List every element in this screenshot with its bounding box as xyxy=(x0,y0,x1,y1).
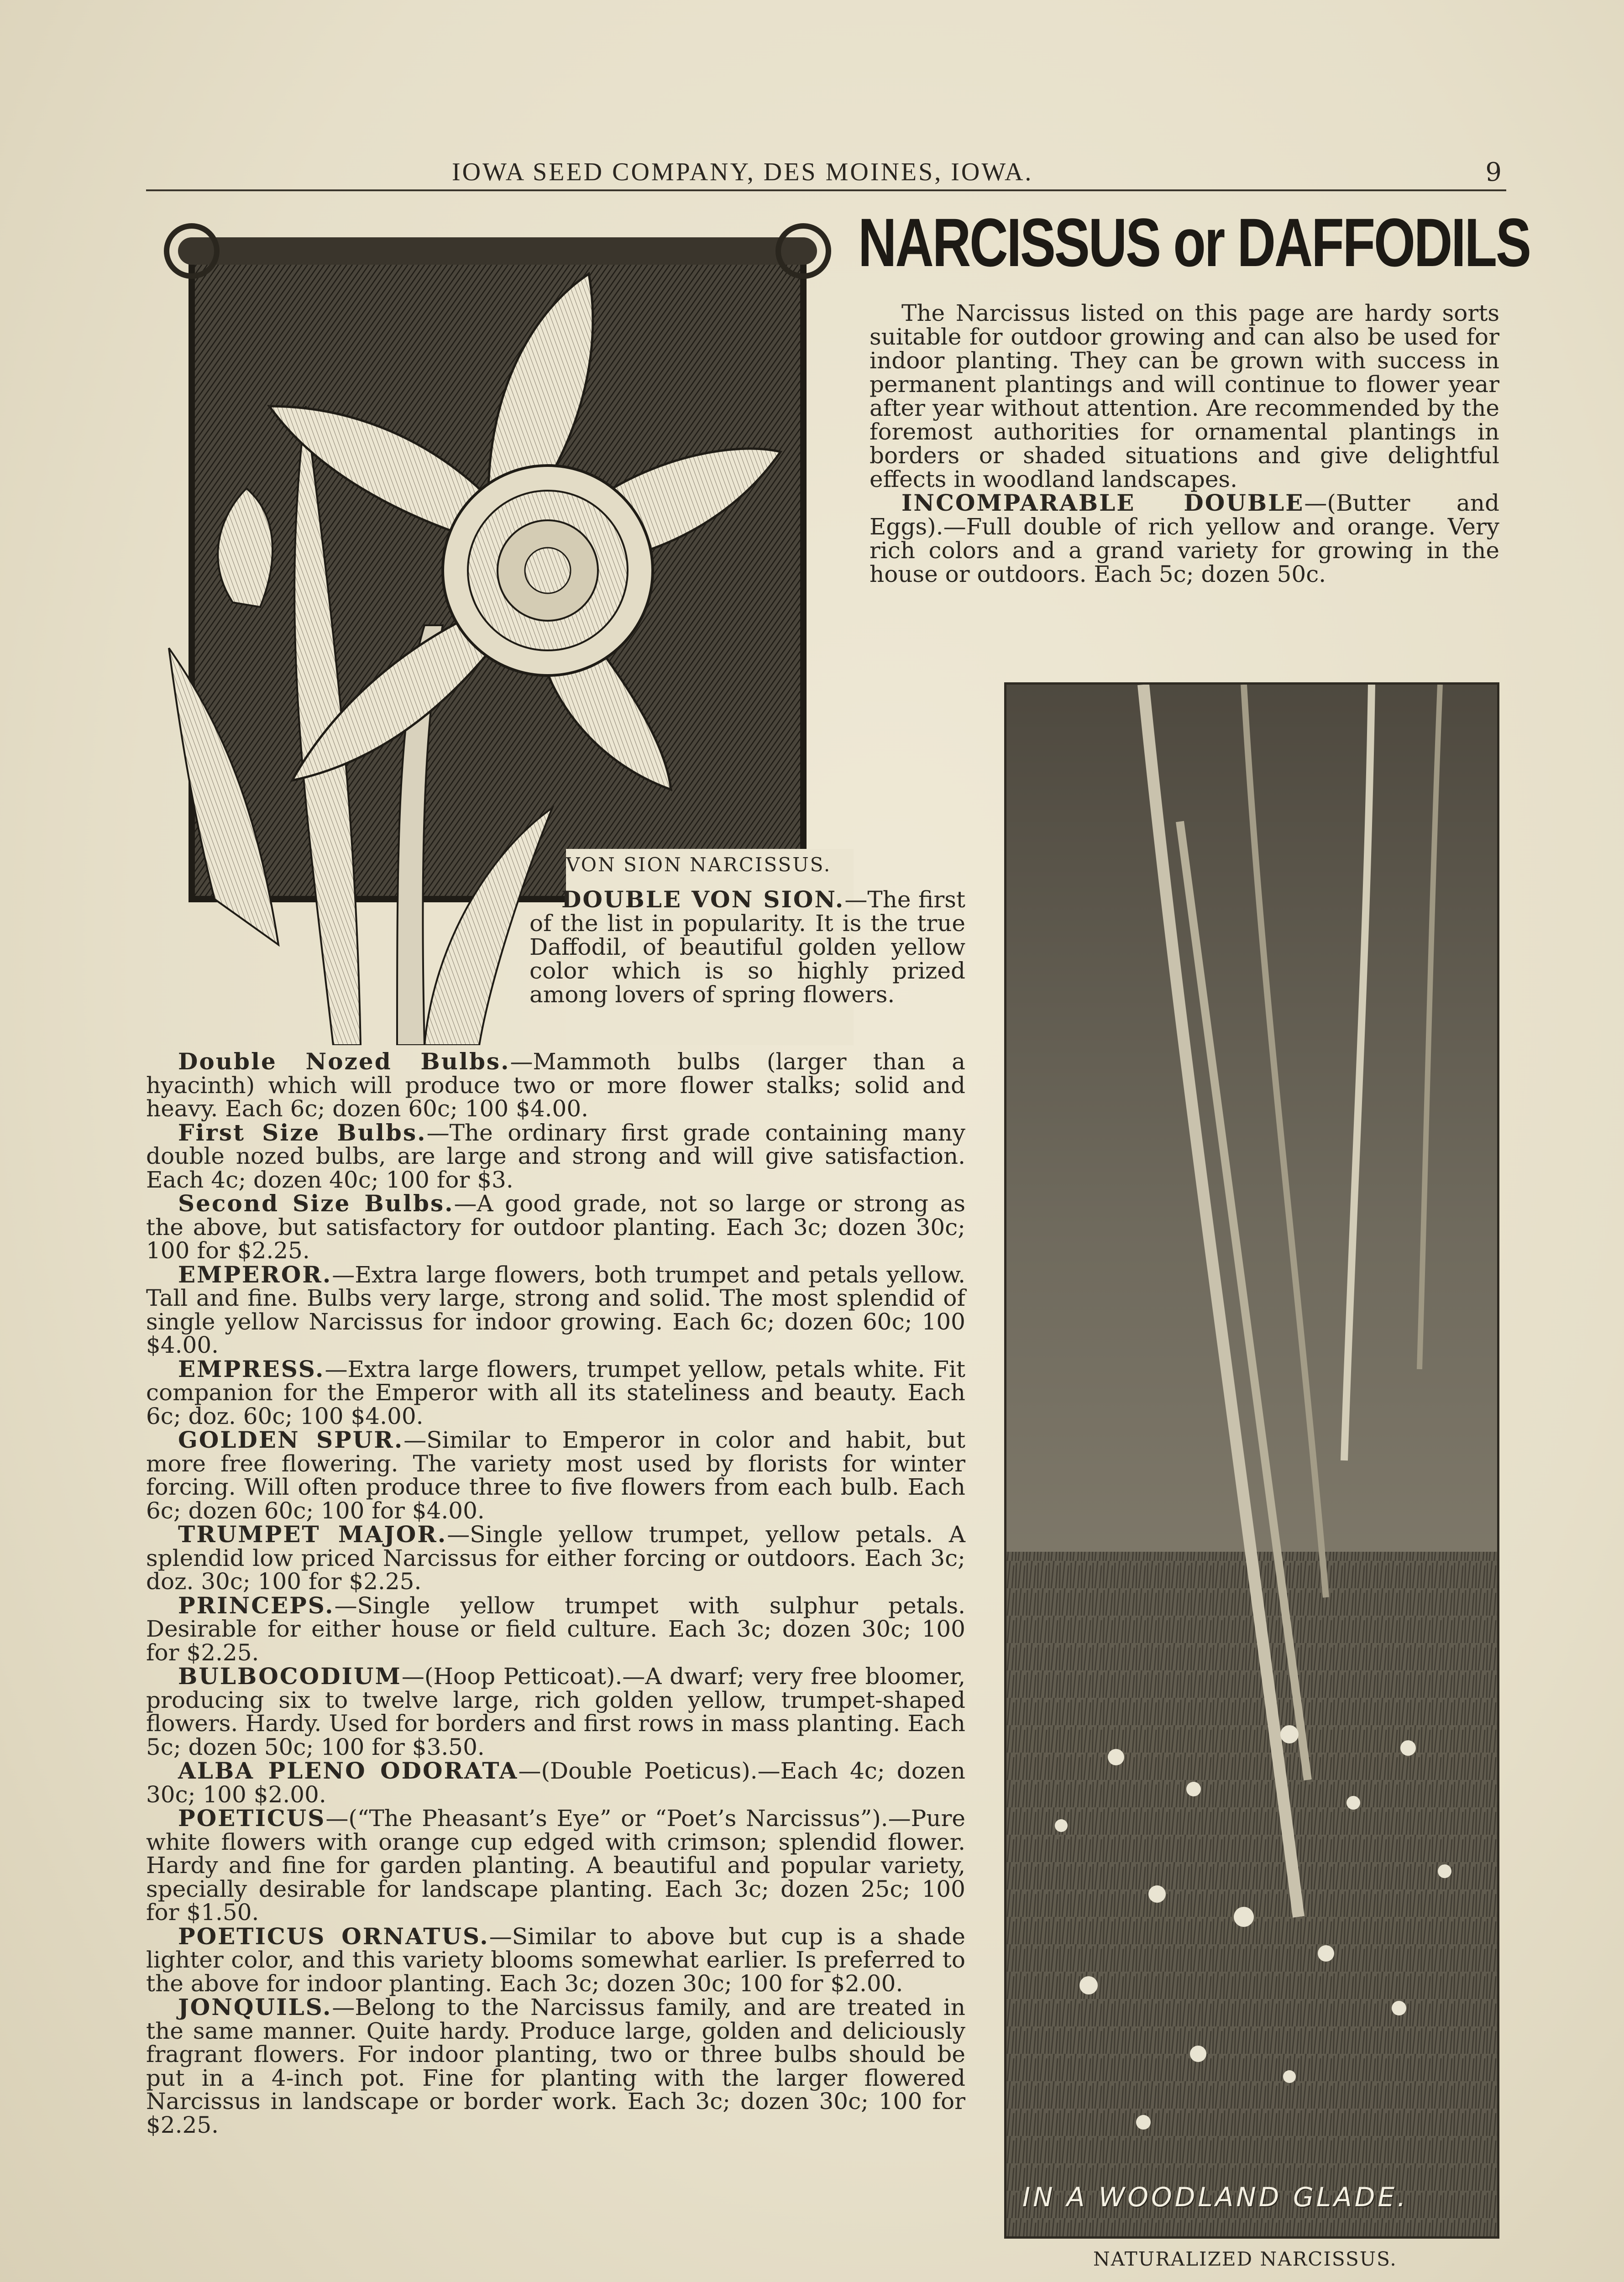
entry-princeps xyxy=(146,1591,965,1666)
entry-name: ALBA PLENO ODORATA xyxy=(178,1757,519,1784)
entry-name: Second Size Bulbs. xyxy=(178,1190,454,1217)
engraving-caption: VON SION NARCISSUS. xyxy=(566,853,832,876)
entry-name: PRINCEPS. xyxy=(178,1591,335,1619)
entry-text: —A good grade, not so large or strong as the above, but satisfactory for outdoor planting. Each 3c; dozen 30c; 100 for $2.25. xyxy=(146,1190,965,1264)
entry-text: —Extra large flowers, trumpet yellow, petals white. Fit companion for the Emperor with all its stateliness and beauty. Each 6c; doz. 60c; 100 $4.00. xyxy=(146,1356,965,1429)
entry-text: —Extra large flowers, both trumpet and petals yellow. Tall and fine. Bulbs very large, strong and solid. The most splendid of single yellow Narcissus for indoor growing. Each 6c; dozen 60c; 100 $4.00. xyxy=(146,1261,965,1358)
entry-name: BULBOCODIUM xyxy=(178,1663,402,1690)
entry-first-size xyxy=(146,1121,965,1192)
entry-text: —Mammoth bulbs (larger than a hyacinth) which will produce two or more flower stalks; solid and heavy. Each 6c; dozen 60c; 100 $4.00. xyxy=(146,1048,965,1122)
entry-name: GOLDEN SPUR. xyxy=(178,1426,404,1453)
entry-name: POETICUS xyxy=(178,1805,326,1832)
entry-text: —(“The Pheasant’s Eye” or “Poet’s Narcissus”).—Pure white flowers with orange cup edged with crimson; splendid flower. Hardy and fine for garden planting. A beautiful and popular variety, specially desirable for landscape planting. Each 3c; dozen 25c; 100 for $1.50. xyxy=(146,1805,965,1926)
photo-inscription: IN A WOODLAND GLADE. xyxy=(1022,2182,1409,2213)
entry-text: —Belong to the Narcissus family, and are treated in the same manner. Quite hardy. Produce large, golden and deliciously fragrant flowers. For indoor planting, two or three bulbs should be put in a 4-inch pot. Fine for planting with the larger flowered Narcissus in landscape or border work. Each 3c; dozen 30c; 100 for $2.25. xyxy=(146,1994,965,2138)
entry-bulbocodium xyxy=(146,1664,965,1759)
entry-golden-spur xyxy=(146,1428,965,1523)
entry-name: EMPEROR. xyxy=(178,1261,332,1288)
entry-jonquils xyxy=(146,1995,965,2137)
header-title: IOWA SEED COMPANY, DES MOINES, IOWA. xyxy=(452,158,1033,186)
running-header xyxy=(146,157,1506,191)
von-sion-block xyxy=(529,888,965,1006)
page-heading: NARCISSUS or DAFFODILS xyxy=(858,204,1530,281)
entry-poeticus-ornatus xyxy=(146,1922,966,1997)
entry-name: EMPRESS. xyxy=(178,1355,325,1382)
entry-name: INCOMPARABLE DOUBLE xyxy=(901,489,1304,516)
entry-text: —Single yellow trumpet, yellow petals. A splendid low priced Narcissus for either forcing or outdoors. Each 3c; doz. 30c; 100 for $2.25. xyxy=(146,1521,965,1595)
entry-trumpet-major xyxy=(146,1523,965,1594)
entry-name: Double Nozed Bulbs. xyxy=(178,1048,510,1075)
entry-text: —Similar to Emperor in color and habit, but more free flowering. The variety most used by florists for winter forcing. Will often produce three to five flowers from each bulb. Each 6c; dozen 60c; 100 for $4.00. xyxy=(146,1427,965,1524)
entry-text: —(Double Poeticus).—Each 4c; dozen 30c; 100 $2.00. xyxy=(146,1758,965,1808)
entry-text: —(Butter and Eggs).—Full double of rich yellow and orange. Very rich colors and a grand variety for growing in the house or outdoors. Each 5c; dozen 50c. xyxy=(870,490,1500,587)
entry-text: —(Hoop Petticoat).—A dwarf; very free bloomer, producing six to twelve large, rich golden yellow, trumpet-shaped flowers. Hardy. Used for borders and first rows in mass planting. Each 5c; dozen 50c; 100 for $3.50. xyxy=(146,1663,965,1760)
entry-empress xyxy=(146,1357,965,1429)
entry-name: First Size Bulbs. xyxy=(178,1119,427,1146)
entry-name: TRUMPET MAJOR. xyxy=(178,1521,447,1548)
page-number: 9 xyxy=(1485,157,1502,187)
entry-second-size xyxy=(146,1192,965,1263)
entry-name: DOUBLE VON SION. xyxy=(561,886,845,913)
variety-list xyxy=(146,1050,965,2137)
entry-text: —Similar to above but cup is a shade lighter color, and this variety blooms somewhat earlier. Is preferred to the above for indoor planting. Each 3c; dozen 30c; 100 for $2.00. xyxy=(146,1923,966,1997)
entry-alba-pleno-odorata xyxy=(146,1759,965,1806)
entry-text: —Single yellow trumpet with sulphur petals. Desirable for either house or field culture. Each 3c; dozen 30c; 100 for $2.25. xyxy=(146,1592,965,1666)
entry-double-von-sion xyxy=(529,888,965,1006)
entry-name: JONQUILS. xyxy=(178,1994,332,2020)
intro-block xyxy=(870,301,1499,586)
entry-double-nozed xyxy=(146,1050,965,1121)
entry-poeticus xyxy=(146,1806,965,1925)
entry-name: POETICUS ORNATUS. xyxy=(178,1922,489,1950)
entry-text: —The ordinary first grade containing many double nozed bulbs, are large and strong and will give satisfaction. Each 4c; dozen 40c; 100 for $3. xyxy=(146,1119,965,1193)
intro-text: The Narcissus listed on this page are hardy sorts suitable for outdoor growing and can also be used for indoor planting. They can be grown with success in permanent plantings and will continue to flower year after year without attention. Are recommended by the foremost authorities for ornamental plantings in borders or shaded situations and give delightful effects in woodland landscapes. xyxy=(870,300,1499,492)
entry-emperor xyxy=(146,1263,965,1357)
entry-incomparable-double xyxy=(870,491,1499,586)
woodland-photo xyxy=(1004,682,1499,2239)
photo-caption: NATURALIZED NARCISSUS. xyxy=(1093,2248,1397,2270)
entry-text: —The first of the list in popularity. It is the true Daffodil, of beautiful golden yellow color which is so highly prized among lovers of spring flowers. xyxy=(529,886,966,1008)
